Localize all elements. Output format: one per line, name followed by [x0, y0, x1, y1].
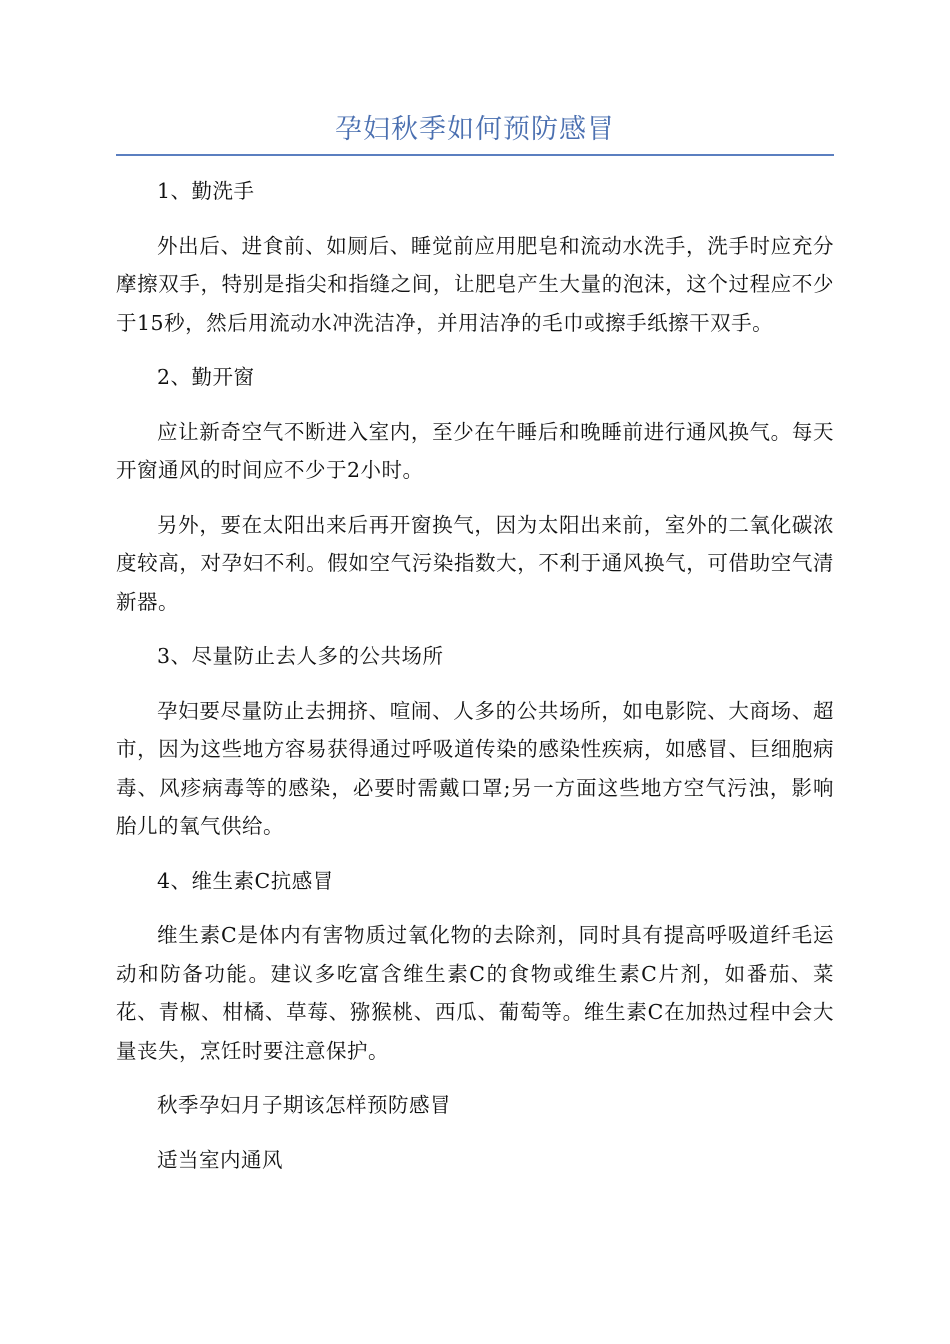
document-body	[116, 172, 834, 1179]
paragraph-ventilation: 应让新奇空气不断进入室内，至少在午睡后和晚睡前进行通风换气。每天开窗通风的时间应不少于2小时。	[116, 419, 834, 482]
title-underline	[116, 154, 834, 156]
document-title: 孕妇秋季如何预防感冒	[335, 114, 615, 145]
subheading-indoor-ventilation: 适当室内通风	[157, 1147, 283, 1172]
section-heading-handwashing: 1、勤洗手	[157, 179, 255, 203]
section-heading-crowds: 3、尽量防止去人多的公共场所	[157, 644, 444, 668]
paragraph-handwashing: 外出后、进食前、如厕后、睡觉前应用肥皂和流动水洗手，洗手时应充分摩擦双手，特别是指尖和指缝之间，让肥皂产生大量的泡沫，这个过程应不少于15秒，然后用流动水冲洗洁净，并用洁净的毛巾或擦手纸擦干双手。	[116, 233, 834, 335]
paragraph-ventilation-extra: 另外，要在太阳出来后再开窗换气，因为太阳出来前，室外的二氧化碳浓度较高，对孕妇不利。假如空气污染指数大，不利于通风换气，可借助空气清新器。	[116, 512, 834, 614]
paragraph-crowds: 孕妇要尽量防止去拥挤、喧闹、人多的公共场所，如电影院、大商场、超市，因为这些地方容易获得通过呼吸道传染的感染性疾病，如感冒、巨细胞病毒、风疹病毒等的感染，必要时需戴口罩;另一方面这些地方空气污浊，影响胎儿的氧气供给。	[116, 698, 834, 838]
paragraph-vitamin-c: 维生素C是体内有害物质过氧化物的去除剂，同时具有提高呼吸道纤毛运动和防备功能。建议多吃富含维生素C的食物或维生素C片剂，如番茄、菜花、青椒、柑橘、草莓、猕猴桃、西瓜、葡萄等。维生素C在加热过程中会大量丧失，烹饪时要注意保护。	[116, 923, 834, 1063]
section-heading-ventilation: 2、勤开窗	[157, 365, 255, 389]
section-heading-vitamin-c: 4、维生素C抗感冒	[157, 868, 334, 893]
subheading-postpartum: 秋季孕妇月子期该怎样预防感冒	[157, 1093, 451, 1117]
